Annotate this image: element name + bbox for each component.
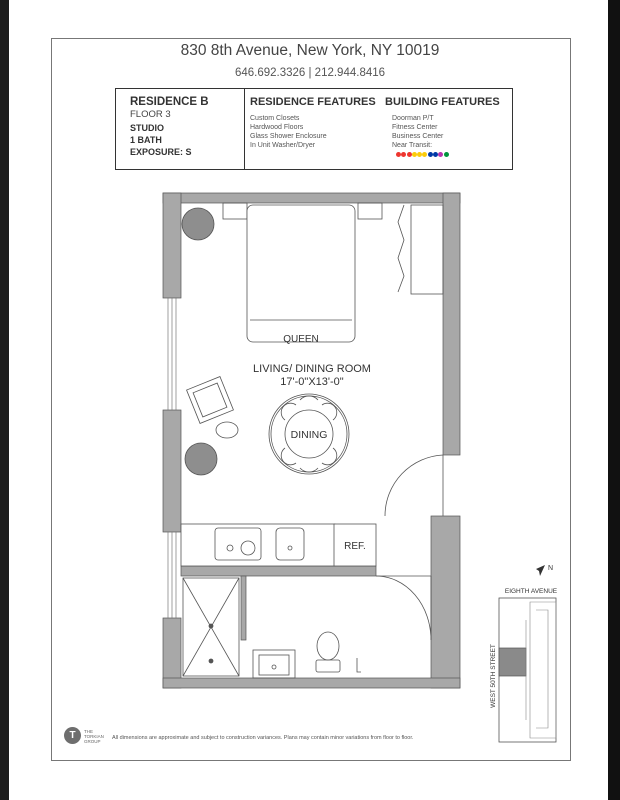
residence-name: RESIDENCE B xyxy=(130,96,209,108)
wall-left-middle xyxy=(163,410,181,532)
bed-label: QUEEN xyxy=(283,334,319,345)
building-address: 830 8th Avenue, New York, NY 10019 xyxy=(180,42,440,59)
residence-feature-item: Hardwood Floors xyxy=(250,124,304,131)
building-features-heading: BUILDING FEATURES xyxy=(385,96,500,108)
queen-bed xyxy=(223,203,382,342)
brand-name: THE TORKIAN GROUP xyxy=(84,729,104,744)
north-label: N xyxy=(548,565,554,572)
lounge-chair-icon xyxy=(187,377,238,438)
dining-label: DINING xyxy=(290,429,328,441)
shower-icon xyxy=(183,578,239,676)
keyplan-avenue-label: EIGHTH AVENUE xyxy=(504,588,558,595)
north-arrow-icon xyxy=(536,565,545,576)
building-feature-item: Near Transit: xyxy=(392,142,433,149)
wall-left-upper xyxy=(163,193,181,298)
contact-phones: 646.692.3326 | 212.944.8416 xyxy=(234,67,386,79)
residence-feature-item: In Unit Washer/Dryer xyxy=(250,142,316,149)
round-table-lower-icon xyxy=(185,443,217,475)
bath-door xyxy=(376,576,431,640)
wall-top xyxy=(163,193,460,203)
keyplan-street-label: WEST 50TH STREET xyxy=(490,644,497,708)
closet-door xyxy=(398,205,443,294)
room-name: LIVING/ DINING ROOM xyxy=(253,363,371,375)
residence-feature-item: Custom Closets xyxy=(250,115,300,122)
residence-features-heading: RESIDENCE FEATURES xyxy=(250,96,376,108)
wall-right-upper xyxy=(443,193,460,455)
bath-sink-icon xyxy=(253,650,295,678)
wall-bottom xyxy=(163,678,460,688)
toilet-icon xyxy=(316,632,361,672)
residence-feature-item: Glass Shower Enclosure xyxy=(250,133,327,140)
building-feature-item: Fitness Center xyxy=(392,124,438,131)
residence-exposure: EXPOSURE: S xyxy=(130,147,192,157)
room-dimensions: 17'-0"X13'-0" xyxy=(280,376,344,388)
entry-door xyxy=(385,455,443,516)
keyplan xyxy=(499,598,556,742)
building-feature-item: Doorman P/T xyxy=(392,115,434,122)
refrigerator-label: REF. xyxy=(344,541,366,552)
wall-bath-top xyxy=(181,566,376,576)
wall-left-lower xyxy=(163,618,181,688)
residence-floor: FLOOR 3 xyxy=(130,109,171,120)
wall-right-lower xyxy=(431,516,460,688)
disclaimer-text: All dimensions are approximate and subject to construction variances. Plans may contain minor variations from floor to floor. xyxy=(112,735,414,741)
residence-type: STUDIO xyxy=(130,123,165,133)
round-table-upper-icon xyxy=(182,208,214,240)
residence-bath: 1 BATH xyxy=(130,135,162,145)
torkian-logo-icon: T xyxy=(64,727,81,744)
building-feature-item: Business Center xyxy=(392,133,444,140)
wall-shower xyxy=(241,576,246,640)
